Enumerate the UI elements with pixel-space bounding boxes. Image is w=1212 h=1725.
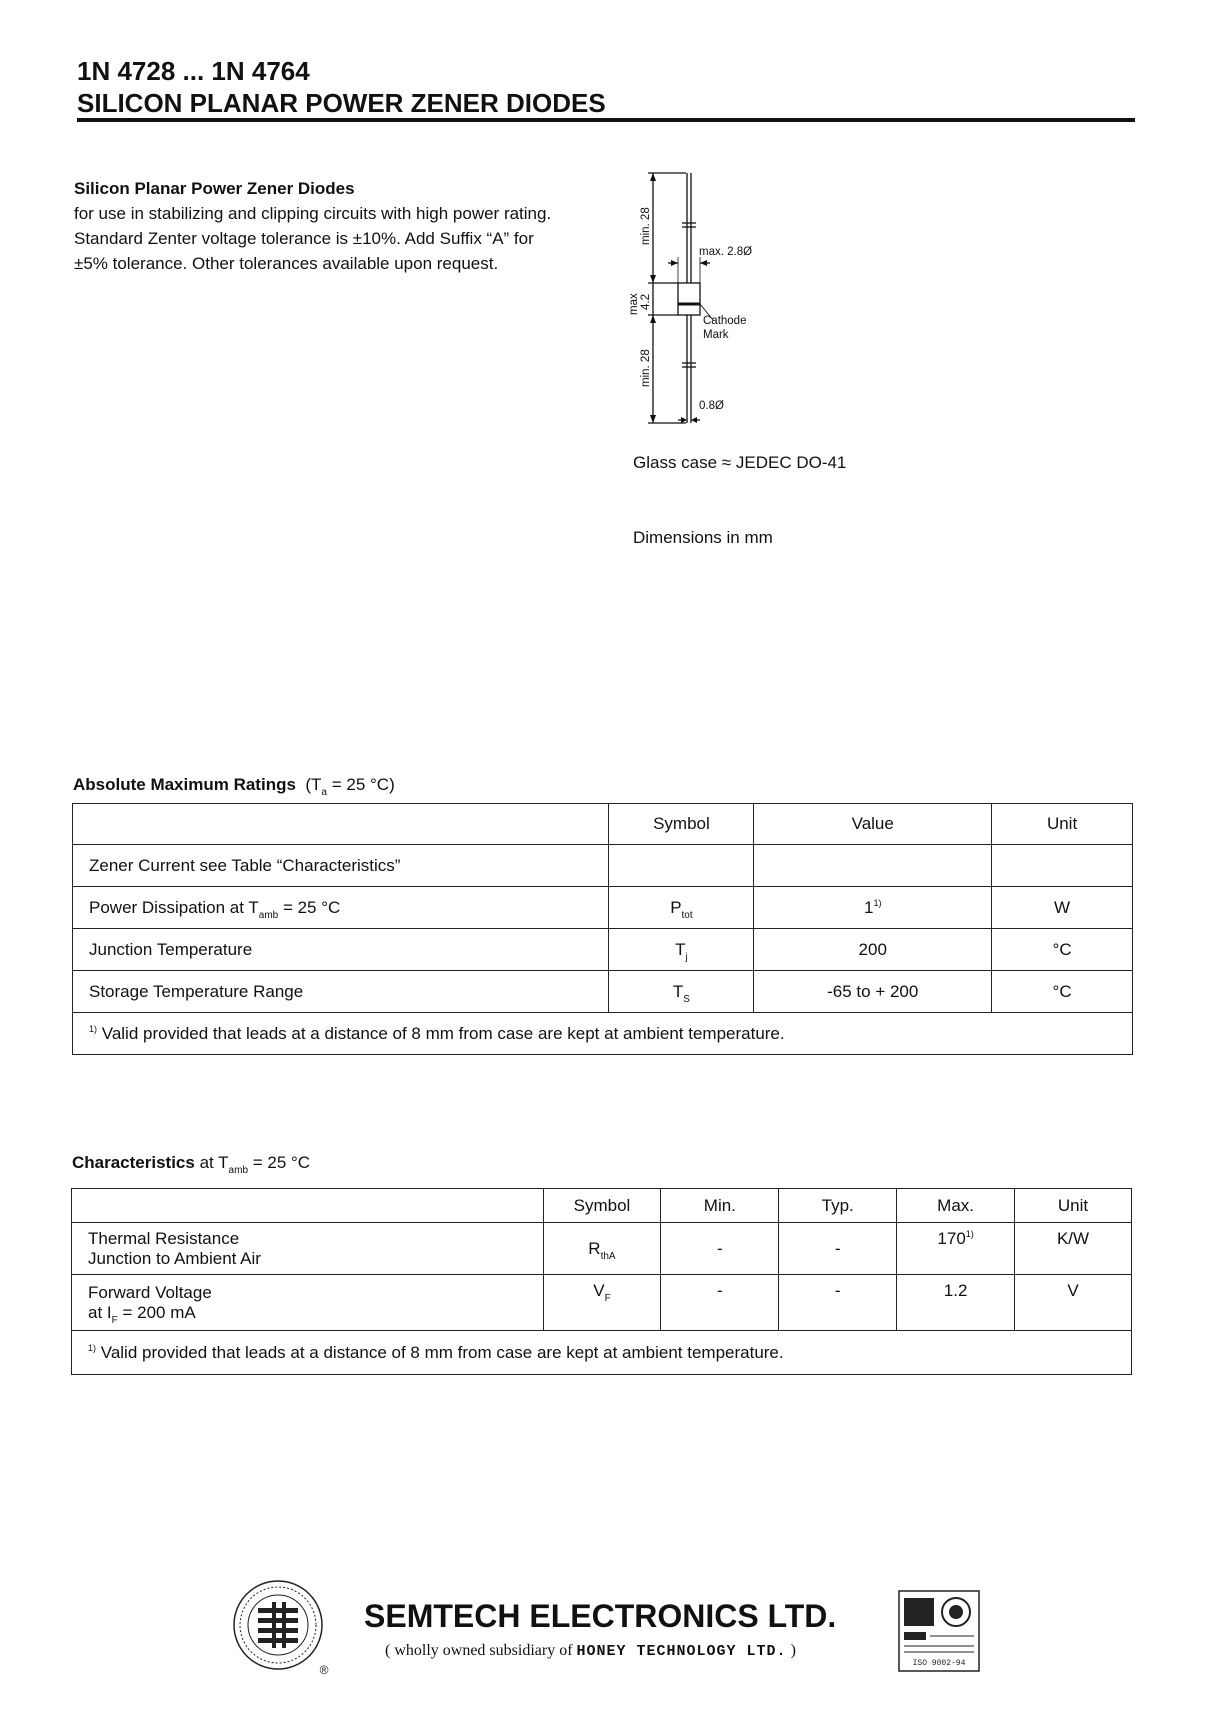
dim-body-max: max [628,293,640,315]
intro-line-1: for use in stabilizing and clipping circuits with high power rating. [74,204,552,223]
dim-lead-top: min. 28 [640,207,652,245]
cathode-label-1: Cathode [703,315,747,327]
param-sub: F [111,1314,118,1326]
header-rule [77,118,1135,122]
abs-max-title: Absolute Maximum Ratings [73,775,296,794]
param-cell [73,887,609,929]
symbol-sub: thA [600,1250,616,1262]
footnote-text: Valid provided that leads at a distance of 8 mm from case are kept at ambient temperature. [96,1342,784,1362]
unit-cell: °C [992,971,1133,1013]
characteristics-table [71,1188,1132,1375]
abs-max-heading [73,775,395,798]
unit-cell: V [1015,1275,1132,1331]
intro-heading: Silicon Planar Power Zener Diodes [74,179,355,198]
intro-block [74,176,614,276]
symbol-cell [609,845,754,887]
characteristics-cond-rest: = 25 °C [248,1153,311,1172]
max-footnote-ref: 1) [965,1229,974,1239]
param-sub: amb [258,909,279,921]
col-symbol: Symbol [609,804,754,845]
subsidiary-text: ( wholly owned subsidiary of [385,1642,577,1659]
company-name: SEMTECH ELECTRONICS LTD. [364,1598,837,1634]
min-cell: - [661,1275,779,1331]
footnote-mark: 1) [89,1023,98,1034]
registered-mark: ® [319,1663,329,1677]
footnote-cell [73,1013,1133,1055]
param-line-2 [88,1302,543,1326]
footnote-row [72,1331,1132,1375]
table-row [73,971,1133,1013]
param-line-1: Thermal Resistance [88,1228,240,1248]
table-row [72,1223,1132,1275]
table-row [72,1275,1132,1331]
max-cell: 1.2 [897,1275,1015,1331]
characteristics-title: Characteristics [72,1153,195,1172]
col-symbol: Symbol [543,1189,661,1223]
do41-package-drawing [620,165,820,435]
cathode-label-2: Mark [703,329,729,341]
characteristics-cond: at T [194,1153,229,1172]
abs-max-cond: (T [305,775,322,794]
col-unit: Unit [992,804,1133,845]
company-subsidiary-line [385,1642,796,1660]
document-title: SILICON PLANAR POWER ZENER DIODES [77,88,606,118]
param-rest: = 200 mA [117,1302,196,1322]
value-text: 1 [863,897,874,917]
symbol-text: P [670,897,682,917]
table-header-row [73,804,1133,845]
typ-cell: - [779,1223,897,1275]
col-max: Max. [897,1189,1015,1223]
abs-max-table [72,803,1133,1055]
symbol-sub: S [683,993,690,1005]
value-cell [754,887,992,929]
param-cell [72,1223,544,1275]
param-text: at I [88,1302,112,1322]
param-cell: Zener Current see Table “Characteristics” [73,845,609,887]
cert-text: ISO 9002-94 [912,1659,966,1668]
footnote-mark: 1) [88,1342,97,1353]
abs-max-cond-rest: = 25 °C) [326,775,395,794]
value-cell [754,845,992,887]
intro-line-3: ±5% tolerance. Other tolerances available upon request. [74,254,499,273]
abs-max-cond-sub: a [321,787,327,798]
col-unit: Unit [1015,1189,1132,1223]
value-cell: 200 [754,929,992,971]
symbol-cell [609,971,754,1013]
semtech-logo [228,1578,338,1678]
package-note: Glass case ≈ JEDEC DO-41 [633,453,847,472]
characteristics-heading [72,1153,311,1176]
footnote-text: Valid provided that leads at a distance of 8 mm from case are kept at ambient temperature. [97,1023,785,1043]
param-cell: Junction Temperature [73,929,609,971]
part-number-title: 1N 4728 ... 1N 4764 [77,56,310,86]
max-cell [897,1223,1015,1275]
value-footnote-ref: 1) [873,897,882,908]
min-cell: - [661,1223,779,1275]
parent-company: HONEY TECHNOLOGY LTD. [576,1643,787,1660]
symbol-text: T [672,981,684,1001]
symbol-cell [543,1275,661,1331]
unit-cell [992,845,1133,887]
symbol-text: T [675,939,686,959]
symbol-sub: j [685,951,688,963]
symbol-sub: tot [681,909,693,921]
value-cell: -65 to + 200 [754,971,992,1013]
unit-cell: K/W [1015,1223,1132,1275]
col-min: Min. [661,1189,779,1223]
max-text: 170 [937,1229,966,1248]
symbol-cell [609,929,754,971]
iso-certification-seal [898,1590,980,1672]
col-value: Value [754,804,992,845]
intro-line-2: Standard Zenter voltage tolerance is ±10%. Add Suffix “A” for [74,229,534,248]
param-cell [72,1275,544,1331]
subsidiary-close: ) [786,1642,796,1659]
symbol-sub: F [604,1293,611,1304]
param-text: Power Dissipation at T [89,897,259,917]
unit-cell: W [992,887,1133,929]
footnote-cell [72,1331,1132,1375]
footnote-row [73,1013,1133,1055]
symbol-cell [543,1223,661,1275]
symbol-text: V [593,1281,605,1300]
typ-cell: - [779,1275,897,1331]
dim-lead-bottom: min. 28 [640,349,652,387]
param-cell: Storage Temperature Range [73,971,609,1013]
dim-body-diameter: max. 2.8Ø [699,246,753,258]
param-rest: = 25 °C [278,897,341,917]
table-row [73,845,1133,887]
characteristics-cond-sub: amb [228,1165,248,1176]
symbol-cell [609,887,754,929]
param-line-2: Junction to Ambient Air [88,1248,261,1268]
table-row [73,929,1133,971]
symbol-text: R [588,1238,601,1258]
unit-cell: °C [992,929,1133,971]
dim-body-length: 4.2 [640,294,652,310]
col-typ: Typ. [779,1189,897,1223]
dim-lead-diameter: 0.8Ø [699,400,724,412]
dimensions-note: Dimensions in mm [633,528,773,547]
table-header-row [72,1189,1132,1223]
table-row [73,887,1133,929]
param-line-1: Forward Voltage [88,1282,212,1302]
